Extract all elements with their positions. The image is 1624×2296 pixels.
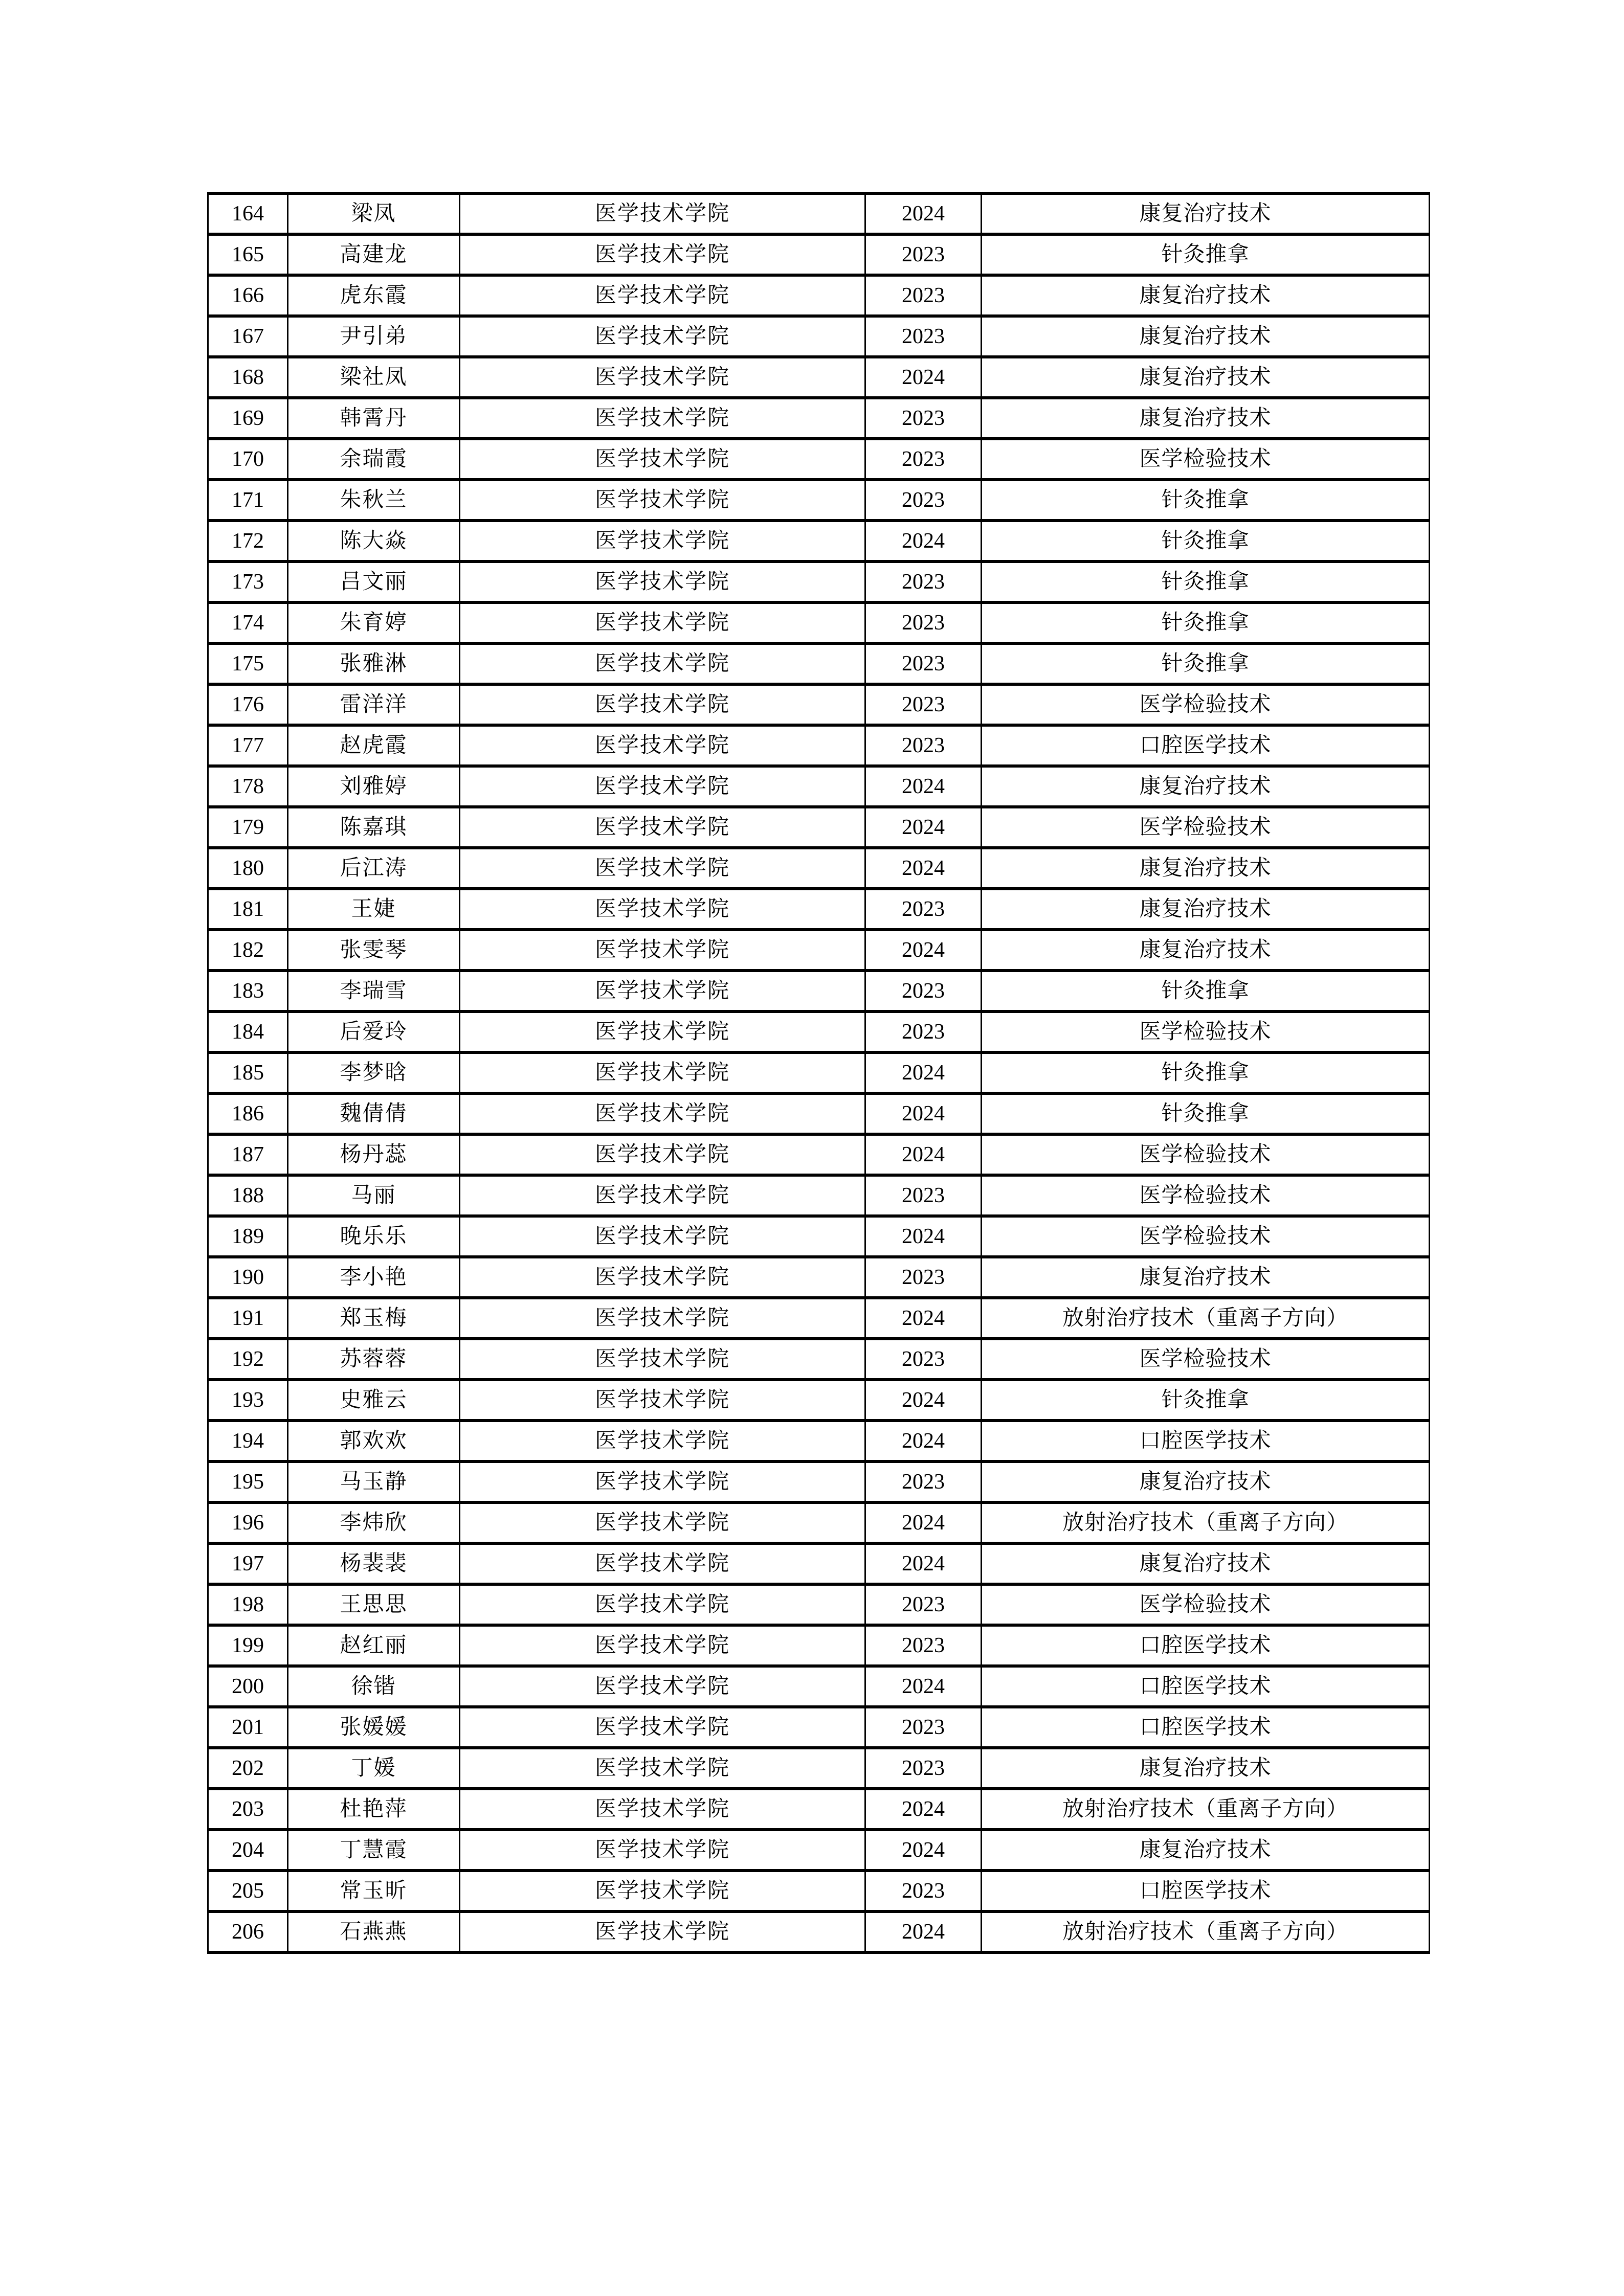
table-row	[208, 234, 1430, 275]
cell-year: 2023	[865, 602, 982, 643]
cell-year: 2023	[865, 1871, 982, 1911]
cell-college: 医学技术学院	[460, 930, 865, 971]
cell-year: 2024	[865, 1543, 982, 1584]
cell-college: 医学技术学院	[460, 1789, 865, 1830]
cell-row-number: 179	[208, 807, 288, 848]
cell-year: 2024	[865, 1298, 982, 1339]
cell-row-number: 200	[208, 1666, 288, 1707]
cell-major: 口腔医学技术	[982, 1707, 1430, 1748]
cell-row-number: 172	[208, 521, 288, 561]
table-row	[208, 1707, 1430, 1748]
cell-row-number: 195	[208, 1461, 288, 1502]
cell-college: 医学技术学院	[460, 971, 865, 1011]
cell-year: 2023	[865, 889, 982, 930]
cell-student-name: 杨裴裴	[288, 1543, 460, 1584]
cell-college: 医学技术学院	[460, 1421, 865, 1461]
cell-year: 2024	[865, 1421, 982, 1461]
table-row	[208, 1625, 1430, 1666]
cell-student-name: 史雅云	[288, 1380, 460, 1421]
cell-year: 2023	[865, 1707, 982, 1748]
cell-year: 2024	[865, 1789, 982, 1830]
cell-row-number: 202	[208, 1748, 288, 1789]
cell-major: 康复治疗技术	[982, 398, 1430, 439]
cell-row-number: 203	[208, 1789, 288, 1830]
cell-major: 口腔医学技术	[982, 1421, 1430, 1461]
cell-college: 医学技术学院	[460, 1707, 865, 1748]
cell-row-number: 178	[208, 766, 288, 807]
cell-row-number: 192	[208, 1339, 288, 1380]
cell-year: 2023	[865, 725, 982, 766]
cell-college: 医学技术学院	[460, 1830, 865, 1871]
table-row	[208, 766, 1430, 807]
cell-college: 医学技术学院	[460, 316, 865, 357]
cell-year: 2023	[865, 439, 982, 480]
table-row	[208, 807, 1430, 848]
cell-row-number: 205	[208, 1871, 288, 1911]
cell-student-name: 徐锴	[288, 1666, 460, 1707]
table-row	[208, 1011, 1430, 1052]
table-row	[208, 357, 1430, 398]
table-row	[208, 1339, 1430, 1380]
cell-row-number: 185	[208, 1052, 288, 1093]
cell-major: 医学检验技术	[982, 684, 1430, 725]
cell-row-number: 194	[208, 1421, 288, 1461]
student-roster-table	[207, 192, 1430, 1954]
cell-row-number: 177	[208, 725, 288, 766]
cell-major: 康复治疗技术	[982, 275, 1430, 316]
cell-college: 医学技术学院	[460, 561, 865, 602]
cell-row-number: 164	[208, 193, 288, 234]
cell-major: 康复治疗技术	[982, 766, 1430, 807]
cell-college: 医学技术学院	[460, 643, 865, 684]
cell-year: 2024	[865, 521, 982, 561]
cell-major: 康复治疗技术	[982, 930, 1430, 971]
cell-year: 2023	[865, 1748, 982, 1789]
cell-college: 医学技术学院	[460, 1461, 865, 1502]
table-row	[208, 1461, 1430, 1502]
cell-college: 医学技术学院	[460, 1911, 865, 1952]
cell-student-name: 李梦晗	[288, 1052, 460, 1093]
cell-student-name: 晚乐乐	[288, 1216, 460, 1257]
cell-row-number: 193	[208, 1380, 288, 1421]
table-row	[208, 193, 1430, 234]
cell-row-number: 199	[208, 1625, 288, 1666]
cell-year: 2024	[865, 193, 982, 234]
table-row	[208, 725, 1430, 766]
cell-year: 2023	[865, 480, 982, 521]
cell-year: 2024	[865, 1911, 982, 1952]
cell-year: 2023	[865, 398, 982, 439]
table-row	[208, 1175, 1430, 1216]
cell-college: 医学技术学院	[460, 1134, 865, 1175]
table-row	[208, 684, 1430, 725]
cell-student-name: 梁凤	[288, 193, 460, 234]
table-row	[208, 1830, 1430, 1871]
cell-student-name: 后江涛	[288, 848, 460, 889]
cell-year: 2023	[865, 1339, 982, 1380]
cell-row-number: 191	[208, 1298, 288, 1339]
cell-student-name: 陈大焱	[288, 521, 460, 561]
cell-student-name: 苏蓉蓉	[288, 1339, 460, 1380]
cell-major: 口腔医学技术	[982, 1871, 1430, 1911]
table-row	[208, 643, 1430, 684]
cell-college: 医学技术学院	[460, 807, 865, 848]
cell-major: 针灸推拿	[982, 1093, 1430, 1134]
cell-row-number: 186	[208, 1093, 288, 1134]
cell-year: 2024	[865, 1093, 982, 1134]
cell-college: 医学技术学院	[460, 1216, 865, 1257]
cell-year: 2024	[865, 357, 982, 398]
cell-row-number: 182	[208, 930, 288, 971]
cell-year: 2023	[865, 234, 982, 275]
cell-major: 康复治疗技术	[982, 848, 1430, 889]
cell-row-number: 183	[208, 971, 288, 1011]
cell-college: 医学技术学院	[460, 1584, 865, 1625]
cell-college: 医学技术学院	[460, 1298, 865, 1339]
cell-major: 康复治疗技术	[982, 889, 1430, 930]
cell-student-name: 高建龙	[288, 234, 460, 275]
cell-college: 医学技术学院	[460, 602, 865, 643]
table-row	[208, 1380, 1430, 1421]
cell-row-number: 169	[208, 398, 288, 439]
cell-row-number: 166	[208, 275, 288, 316]
cell-college: 医学技术学院	[460, 766, 865, 807]
cell-major: 针灸推拿	[982, 561, 1430, 602]
cell-row-number: 187	[208, 1134, 288, 1175]
table-row	[208, 602, 1430, 643]
cell-student-name: 尹引弟	[288, 316, 460, 357]
cell-student-name: 韩霄丹	[288, 398, 460, 439]
cell-year: 2023	[865, 643, 982, 684]
cell-year: 2023	[865, 275, 982, 316]
table-row	[208, 1584, 1430, 1625]
cell-major: 医学检验技术	[982, 1216, 1430, 1257]
cell-row-number: 175	[208, 643, 288, 684]
cell-major: 康复治疗技术	[982, 316, 1430, 357]
cell-student-name: 常玉昕	[288, 1871, 460, 1911]
cell-row-number: 189	[208, 1216, 288, 1257]
cell-major: 针灸推拿	[982, 480, 1430, 521]
cell-row-number: 190	[208, 1257, 288, 1298]
cell-student-name: 赵红丽	[288, 1625, 460, 1666]
cell-college: 医学技术学院	[460, 725, 865, 766]
table-row	[208, 1911, 1430, 1952]
cell-student-name: 朱育婷	[288, 602, 460, 643]
cell-major: 口腔医学技术	[982, 1625, 1430, 1666]
cell-college: 医学技术学院	[460, 889, 865, 930]
table-row	[208, 1789, 1430, 1830]
cell-major: 康复治疗技术	[982, 1257, 1430, 1298]
table-row	[208, 398, 1430, 439]
cell-year: 2024	[865, 1502, 982, 1543]
cell-student-name: 梁社凤	[288, 357, 460, 398]
table-row	[208, 1666, 1430, 1707]
cell-student-name: 王思思	[288, 1584, 460, 1625]
cell-major: 针灸推拿	[982, 643, 1430, 684]
cell-year: 2023	[865, 1461, 982, 1502]
cell-student-name: 陈嘉琪	[288, 807, 460, 848]
cell-year: 2023	[865, 1175, 982, 1216]
cell-student-name: 后爱玲	[288, 1011, 460, 1052]
table-row	[208, 480, 1430, 521]
cell-college: 医学技术学院	[460, 1502, 865, 1543]
table-row	[208, 1257, 1430, 1298]
cell-college: 医学技术学院	[460, 357, 865, 398]
table-row	[208, 1748, 1430, 1789]
table-row	[208, 1871, 1430, 1911]
cell-year: 2024	[865, 807, 982, 848]
table-row	[208, 848, 1430, 889]
cell-year: 2024	[865, 1216, 982, 1257]
cell-major: 口腔医学技术	[982, 1666, 1430, 1707]
cell-college: 医学技术学院	[460, 480, 865, 521]
cell-year: 2024	[865, 1830, 982, 1871]
cell-college: 医学技术学院	[460, 1011, 865, 1052]
cell-student-name: 杜艳萍	[288, 1789, 460, 1830]
cell-row-number: 180	[208, 848, 288, 889]
cell-college: 医学技术学院	[460, 1175, 865, 1216]
cell-student-name: 杨丹蕊	[288, 1134, 460, 1175]
cell-major: 针灸推拿	[982, 971, 1430, 1011]
cell-major: 康复治疗技术	[982, 1830, 1430, 1871]
cell-year: 2023	[865, 1257, 982, 1298]
table-row	[208, 561, 1430, 602]
cell-major: 康复治疗技术	[982, 1461, 1430, 1502]
table-row	[208, 1134, 1430, 1175]
cell-major: 针灸推拿	[982, 1052, 1430, 1093]
cell-major: 医学检验技术	[982, 1134, 1430, 1175]
cell-row-number: 198	[208, 1584, 288, 1625]
cell-college: 医学技术学院	[460, 439, 865, 480]
cell-year: 2024	[865, 1666, 982, 1707]
table-row	[208, 1216, 1430, 1257]
cell-row-number: 168	[208, 357, 288, 398]
cell-major: 针灸推拿	[982, 602, 1430, 643]
cell-college: 医学技术学院	[460, 1093, 865, 1134]
cell-year: 2024	[865, 930, 982, 971]
cell-college: 医学技术学院	[460, 521, 865, 561]
cell-student-name: 马丽	[288, 1175, 460, 1216]
cell-major: 康复治疗技术	[982, 1748, 1430, 1789]
cell-college: 医学技术学院	[460, 193, 865, 234]
cell-row-number: 174	[208, 602, 288, 643]
cell-college: 医学技术学院	[460, 1052, 865, 1093]
cell-row-number: 197	[208, 1543, 288, 1584]
cell-year: 2024	[865, 766, 982, 807]
cell-student-name: 朱秋兰	[288, 480, 460, 521]
cell-college: 医学技术学院	[460, 684, 865, 725]
cell-college: 医学技术学院	[460, 848, 865, 889]
cell-year: 2023	[865, 1011, 982, 1052]
cell-college: 医学技术学院	[460, 1543, 865, 1584]
cell-student-name: 李瑞雪	[288, 971, 460, 1011]
table-row	[208, 521, 1430, 561]
cell-year: 2023	[865, 971, 982, 1011]
cell-major: 放射治疗技术（重离子方向）	[982, 1502, 1430, 1543]
cell-row-number: 171	[208, 480, 288, 521]
cell-row-number: 170	[208, 439, 288, 480]
cell-year: 2023	[865, 561, 982, 602]
cell-student-name: 赵虎霞	[288, 725, 460, 766]
cell-row-number: 181	[208, 889, 288, 930]
cell-year: 2024	[865, 848, 982, 889]
cell-major: 康复治疗技术	[982, 1543, 1430, 1584]
cell-row-number: 204	[208, 1830, 288, 1871]
cell-row-number: 176	[208, 684, 288, 725]
cell-year: 2024	[865, 1380, 982, 1421]
cell-student-name: 丁媛	[288, 1748, 460, 1789]
cell-college: 医学技术学院	[460, 398, 865, 439]
cell-row-number: 201	[208, 1707, 288, 1748]
cell-major: 放射治疗技术（重离子方向）	[982, 1789, 1430, 1830]
cell-student-name: 李小艳	[288, 1257, 460, 1298]
cell-year: 2023	[865, 316, 982, 357]
cell-student-name: 郭欢欢	[288, 1421, 460, 1461]
table-row	[208, 971, 1430, 1011]
cell-row-number: 206	[208, 1911, 288, 1952]
cell-row-number: 173	[208, 561, 288, 602]
cell-row-number: 188	[208, 1175, 288, 1216]
cell-major: 针灸推拿	[982, 521, 1430, 561]
cell-college: 医学技术学院	[460, 1748, 865, 1789]
table-row	[208, 1543, 1430, 1584]
cell-student-name: 刘雅婷	[288, 766, 460, 807]
cell-student-name: 余瑞霞	[288, 439, 460, 480]
cell-major: 医学检验技术	[982, 439, 1430, 480]
cell-college: 医学技术学院	[460, 1625, 865, 1666]
table-row	[208, 1052, 1430, 1093]
cell-college: 医学技术学院	[460, 1871, 865, 1911]
table-row	[208, 316, 1430, 357]
cell-major: 放射治疗技术（重离子方向）	[982, 1298, 1430, 1339]
cell-major: 放射治疗技术（重离子方向）	[982, 1911, 1430, 1952]
student-roster-body	[208, 193, 1430, 1952]
cell-major: 医学检验技术	[982, 1339, 1430, 1380]
cell-student-name: 张媛媛	[288, 1707, 460, 1748]
cell-major: 医学检验技术	[982, 1175, 1430, 1216]
cell-student-name: 李炜欣	[288, 1502, 460, 1543]
table-row	[208, 439, 1430, 480]
cell-college: 医学技术学院	[460, 1339, 865, 1380]
cell-major: 医学检验技术	[982, 807, 1430, 848]
cell-student-name: 虎东霞	[288, 275, 460, 316]
cell-student-name: 吕文丽	[288, 561, 460, 602]
table-row	[208, 889, 1430, 930]
table-row	[208, 1421, 1430, 1461]
cell-student-name: 张雯琴	[288, 930, 460, 971]
table-row	[208, 275, 1430, 316]
cell-major: 口腔医学技术	[982, 725, 1430, 766]
table-row	[208, 1298, 1430, 1339]
table-row	[208, 1093, 1430, 1134]
cell-year: 2023	[865, 1625, 982, 1666]
cell-student-name: 石燕燕	[288, 1911, 460, 1952]
cell-major: 康复治疗技术	[982, 357, 1430, 398]
cell-row-number: 196	[208, 1502, 288, 1543]
cell-college: 医学技术学院	[460, 275, 865, 316]
cell-college: 医学技术学院	[460, 1666, 865, 1707]
cell-row-number: 184	[208, 1011, 288, 1052]
table-row	[208, 1502, 1430, 1543]
table-row	[208, 930, 1430, 971]
cell-row-number: 165	[208, 234, 288, 275]
cell-student-name: 王婕	[288, 889, 460, 930]
cell-college: 医学技术学院	[460, 1257, 865, 1298]
cell-major: 医学检验技术	[982, 1584, 1430, 1625]
cell-year: 2023	[865, 1584, 982, 1625]
cell-college: 医学技术学院	[460, 234, 865, 275]
cell-student-name: 雷洋洋	[288, 684, 460, 725]
cell-student-name: 郑玉梅	[288, 1298, 460, 1339]
cell-major: 康复治疗技术	[982, 193, 1430, 234]
cell-year: 2024	[865, 1052, 982, 1093]
cell-major: 针灸推拿	[982, 234, 1430, 275]
cell-student-name: 丁慧霞	[288, 1830, 460, 1871]
cell-student-name: 马玉静	[288, 1461, 460, 1502]
cell-college: 医学技术学院	[460, 1380, 865, 1421]
cell-student-name: 魏倩倩	[288, 1093, 460, 1134]
cell-student-name: 张雅淋	[288, 643, 460, 684]
cell-year: 2024	[865, 1134, 982, 1175]
cell-year: 2023	[865, 684, 982, 725]
cell-row-number: 167	[208, 316, 288, 357]
cell-major: 针灸推拿	[982, 1380, 1430, 1421]
cell-major: 医学检验技术	[982, 1011, 1430, 1052]
